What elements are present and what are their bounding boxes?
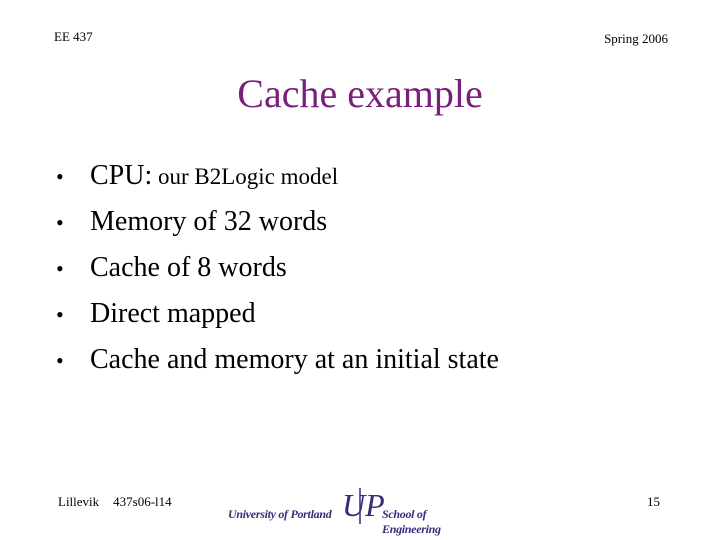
bullet-extra-text: our B2Logic model bbox=[152, 164, 339, 189]
bullet-text bbox=[90, 160, 338, 192]
logo-school-text: School of Engineering bbox=[382, 507, 441, 536]
page-number: 15 bbox=[647, 494, 660, 509]
bullet-icon: • bbox=[56, 164, 64, 189]
bullet-text: Direct mapped bbox=[90, 298, 256, 329]
author-label: Lillevik bbox=[58, 494, 100, 509]
bullet-icon: • bbox=[56, 348, 64, 373]
bullet-item-cpu bbox=[56, 160, 499, 206]
bullet-icon: • bbox=[56, 256, 64, 281]
up-logo-icon bbox=[340, 484, 385, 526]
university-logo bbox=[228, 484, 484, 536]
bullet-text: Cache of 8 words bbox=[90, 252, 287, 283]
bullet-text: Memory of 32 words bbox=[90, 206, 328, 237]
bullet-item-direct-mapped bbox=[56, 298, 499, 344]
bullet-item-memory bbox=[56, 206, 499, 252]
bullet-item-cache bbox=[56, 252, 499, 298]
logo-mark-text: UP bbox=[342, 487, 385, 523]
bullet-icon: • bbox=[56, 210, 64, 235]
logo-university-text: University of Portland bbox=[228, 507, 332, 521]
bullet-main-text: CPU: bbox=[90, 160, 153, 191]
bullet-list bbox=[56, 160, 499, 390]
bullet-item-initial-state bbox=[56, 344, 499, 390]
footer-left bbox=[58, 494, 172, 510]
bullet-text: Cache and memory at an initial state bbox=[90, 344, 499, 375]
term-label: Spring 2006 bbox=[604, 31, 668, 46]
lecture-code-label: 437s06-l14 bbox=[113, 494, 172, 509]
bullet-icon: • bbox=[56, 302, 64, 327]
slide-title: Cache example bbox=[237, 71, 483, 116]
course-label: EE 437 bbox=[54, 29, 93, 44]
